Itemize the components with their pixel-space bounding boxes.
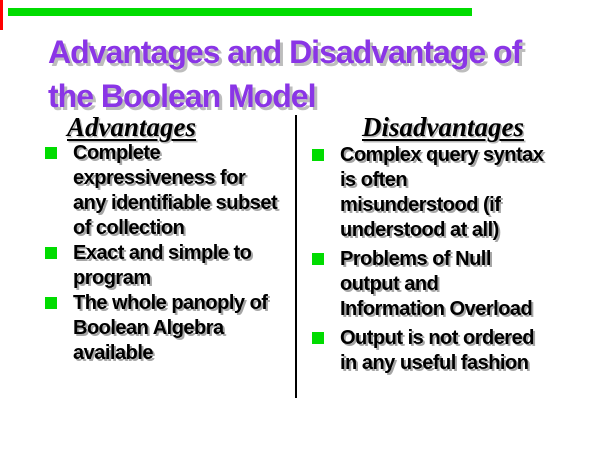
bullet-line: any identifiable subset [73, 192, 278, 214]
bullet-item [312, 143, 594, 243]
bullet-line: Problems of Null [340, 248, 491, 270]
bullet-line: Output is not ordered [340, 327, 534, 349]
bullet-line: Boolean Algebra [73, 317, 224, 339]
bullet-square-icon [312, 253, 324, 265]
bullet-line: Exact and simple to [73, 242, 252, 264]
bullet-line: in any useful fashion [340, 352, 529, 374]
slide-title-line1: Advantages and Disadvantage of [48, 34, 522, 70]
bullet-line: is often [340, 169, 408, 191]
red-edge-mark [0, 0, 3, 30]
bullet-square-icon [312, 332, 324, 344]
bullet-line: misunderstood (if [340, 194, 501, 216]
column-advantages [45, 114, 295, 366]
bullet-text [340, 326, 594, 376]
bullet-item [312, 326, 594, 376]
bullet-line: output and [340, 273, 439, 295]
bullet-text [340, 143, 594, 243]
bullet-line: program [73, 267, 151, 289]
bullet-line: of collection [73, 217, 185, 239]
bullet-line: expressiveness for [73, 167, 246, 189]
bullet-item [312, 247, 594, 322]
column-disadvantages [312, 114, 594, 380]
bullet-line: Information Overload [340, 298, 533, 320]
bullet-text [73, 241, 295, 291]
bullet-text [340, 247, 594, 322]
advantages-list [45, 141, 295, 366]
bullet-line: available [73, 342, 154, 364]
green-top-bar [8, 8, 472, 16]
bullet-text [73, 141, 295, 241]
bullet-square-icon [45, 147, 57, 159]
advantages-header: Advantages [67, 112, 197, 142]
bullet-square-icon [312, 149, 324, 161]
slide-title [48, 30, 588, 118]
disadvantages-list [312, 143, 594, 376]
bullet-line: understood at all) [340, 219, 499, 241]
column-divider [295, 115, 297, 398]
bullet-line: Complete [73, 142, 161, 164]
bullet-item [45, 141, 295, 241]
bullet-square-icon [45, 297, 57, 309]
bullet-item [45, 241, 295, 291]
bullet-line: The whole panoply of [73, 292, 268, 314]
bullet-square-icon [45, 247, 57, 259]
slide-title-line2: the Boolean Model [48, 78, 316, 114]
bullet-item [45, 291, 295, 366]
bullet-text [73, 291, 295, 366]
bullet-line: Complex query syntax [340, 144, 544, 166]
disadvantages-header: Disadvantages [362, 112, 524, 142]
